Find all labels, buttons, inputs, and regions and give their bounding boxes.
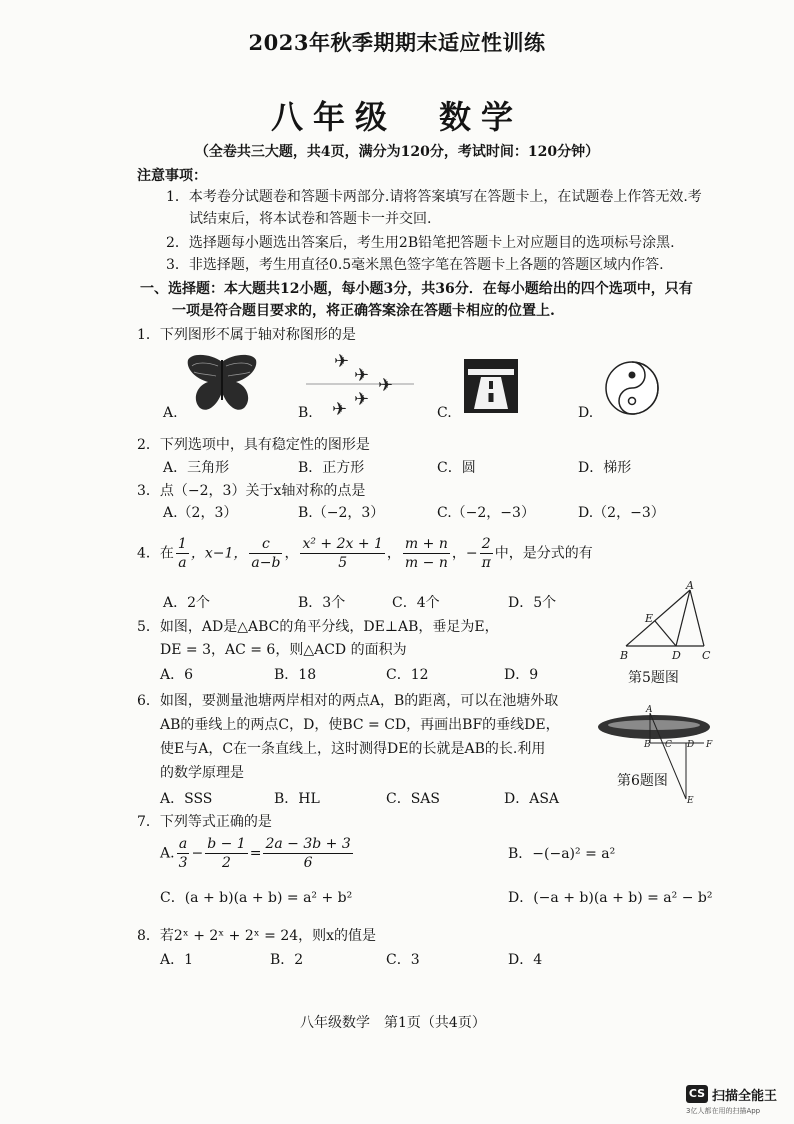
q4-fraction-1: $\frac{1}{a}$ (177, 536, 187, 571)
svg-text:✈: ✈ (334, 351, 350, 372)
scanner-logo-icon: CS (686, 1085, 708, 1103)
q4-comma: ， (284, 545, 299, 562)
q2-option-a: A．三角形 (163, 460, 230, 476)
q6-line-1: 6．如图，要测量池塘两岸相对的两点A，B的距离，可以在池塘外取 (137, 693, 559, 709)
q6-option-b: B．HL (274, 791, 320, 807)
q5-option-b: B．18 (274, 667, 317, 683)
q8-stem: 8．若2ˣ + 2ˣ + 2ˣ = 24，则x的值是 (137, 928, 377, 944)
airplanes-icon (306, 347, 414, 417)
q3-option-d: D.（2，−3） (578, 505, 665, 521)
q4-option-d: D．5个 (508, 595, 557, 611)
butterfly-icon (186, 352, 258, 414)
q8-option-d: D．4 (508, 952, 543, 968)
q4-option-a: A．2个 (163, 595, 211, 611)
q1-option-d: D. (578, 405, 594, 421)
q4-option-b: B．3个 (298, 595, 346, 611)
q7-a-fraction-3: $\frac{2a - 3b + 3}{6}$ (265, 836, 351, 871)
q5-option-a: A．6 (160, 667, 194, 683)
svg-text:✈: ✈ (354, 389, 370, 410)
q6-option-c: C．SAS (386, 791, 441, 807)
q1-stem: 1．下列图形不属于轴对称图形的是 (137, 327, 356, 343)
q4-fraction-6: $\frac{2}{\pi}$ (481, 536, 491, 571)
q5-option-d: D．9 (504, 667, 539, 683)
q1-option-a: A. (163, 405, 178, 421)
q7-a-minus: − (191, 845, 204, 862)
q4-option-c: C．4个 (392, 595, 440, 611)
q3-option-c: C.（−2，−3） (437, 505, 535, 521)
q6-point-f: F (706, 740, 713, 750)
q7-a-equals: = (249, 845, 262, 862)
q4-stem (137, 535, 593, 572)
q6-point-c: C (665, 740, 672, 750)
q7-option-a-label: A. (160, 845, 175, 862)
q4-expr-2: ，x−1， (190, 545, 248, 562)
q6-option-d: D．ASA (504, 791, 560, 807)
q4-comma: ， (386, 545, 401, 562)
q4-negative: ，− (451, 545, 478, 562)
q3-option-a: A.（2，3） (163, 505, 238, 521)
q6-line-4: 的数学原理是 (160, 765, 244, 781)
exam-subtitle: 八年级 数学 (270, 98, 523, 136)
q7-a-fraction-2: $\frac{b - 1}{2}$ (207, 836, 246, 871)
yin-yang-icon (604, 360, 660, 416)
q7-option-c: C．(a + b)(a + b) = a² + b² (160, 890, 353, 906)
q7-option-b: B．−(−a)² = a² (508, 846, 616, 862)
q5-option-c: C．12 (386, 667, 429, 683)
q5-point-e: E (645, 612, 654, 625)
q2-option-b: B．正方形 (298, 460, 365, 476)
q5-line-2: DE = 3，AC = 6，则△ACD 的面积为 (160, 642, 407, 658)
page-footer: 八年级数学 第1页（共4页） (300, 1015, 486, 1031)
q6-line-2: AB的垂线上的两点C，D，使BC = CD，再画出BF的垂线DE， (160, 717, 560, 733)
svg-text:✈: ✈ (332, 399, 348, 417)
q8-option-a: A．1 (160, 952, 194, 968)
q5-caption: 第5题图 (628, 670, 679, 686)
scanner-app-tagline: 3亿人都在用的扫描App (686, 1107, 761, 1115)
q5-point-b: B (620, 649, 629, 662)
q6-option-a: A．SSS (160, 791, 213, 807)
q5-triangle-figure (612, 580, 722, 665)
note-1: 1．本考卷分试题卷和答题卡两部分.请将答案填写在答题卡上，在试题卷上作答无效.考 (166, 189, 702, 205)
q6-point-a: A (646, 705, 653, 715)
section-1-line-1: 一、选择题：本大题共12小题，每小题3分，共36分．在每小题给出的四个选项中，只有 (140, 281, 693, 297)
q7-option-a (160, 835, 355, 872)
svg-text:✈: ✈ (354, 365, 370, 386)
q2-option-d: D．梯形 (578, 460, 632, 476)
q1-option-b: B. (298, 405, 313, 421)
scanner-app-name: 扫描全能王 (712, 1089, 778, 1104)
q8-option-c: C．3 (386, 952, 420, 968)
notes-heading: 注意事项： (137, 168, 207, 184)
q4-prefix: 4．在 (137, 545, 174, 562)
q5-point-a: A (686, 580, 694, 592)
svg-text:✈: ✈ (378, 375, 394, 396)
q6-point-b: B (644, 740, 651, 750)
exam-info: （全卷共三大题，共4页，满分为120分，考试时间：120分钟） (194, 144, 600, 160)
q4-suffix: 中，是分式的有 (494, 545, 593, 562)
section-1-line-2: 一项是符合题目要求的，将正确答案涂在答题卡相应的位置上. (172, 303, 555, 319)
highway-sign-icon (464, 359, 518, 413)
note-3: 3．非选择题，考生用直径0.5毫米黑色签字笔在答题卡上各题的答题区域内作答. (166, 257, 664, 273)
note-1-cont: 试结束后，将本试卷和答题卡一并交回. (189, 211, 432, 227)
q6-caption: 第6题图 (617, 773, 668, 789)
q5-point-d: D (672, 649, 681, 662)
q7-option-d: D．(−a + b)(a + b) = a² − b² (508, 890, 713, 906)
q4-fraction-5: $\frac{m + n}{m - n}$ (404, 536, 448, 571)
q2-stem: 2．下列选项中，具有稳定性的图形是 (137, 437, 370, 453)
q4-fraction-3: $\frac{c}{a-b}$ (251, 536, 281, 571)
q6-point-d: D (687, 740, 695, 750)
q5-point-c: C (702, 649, 711, 662)
q4-fraction-4: $\frac{\text{x² + 2x + 1}}{5}$ (302, 536, 383, 571)
q3-stem: 3．点（−2，3）关于x轴对称的点是 (137, 483, 366, 499)
q6-point-e: E (687, 796, 694, 805)
q8-option-b: B．2 (270, 952, 304, 968)
q7-a-fraction-1: $\frac{a}{3}$ (178, 836, 188, 871)
q5-line-1: 5．如图，AD是△ABC的角平分线，DE⊥AB，垂足为E， (137, 619, 499, 635)
q7-stem: 7．下列等式正确的是 (137, 814, 272, 830)
q6-line-3: 使E与A，C在一条直线上，这时测得DE的长就是AB的长.利用 (160, 741, 546, 757)
q1-option-c: C. (437, 405, 452, 421)
q3-option-b: B.（−2，3） (298, 505, 385, 521)
exam-title: 2023年秋季期期末适应性训练 (248, 30, 546, 55)
note-2: 2．选择题每小题选出答案后，考生用2B铅笔把答题卡上对应题目的选项标号涂黑. (166, 235, 675, 251)
q2-option-c: C．圆 (437, 460, 476, 476)
